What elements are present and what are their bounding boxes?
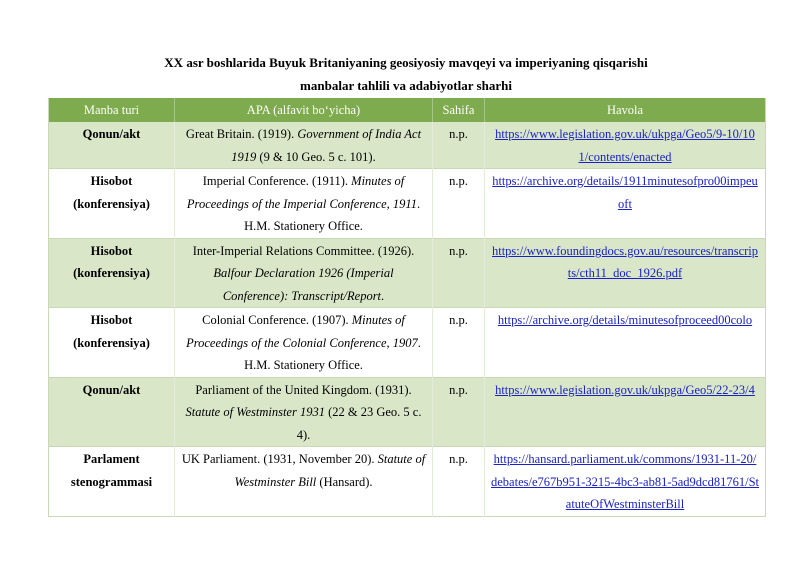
header-link: Havola	[485, 98, 766, 122]
reference-link[interactable]: https://archive.org/details/minutesofproceed00colo	[497, 313, 753, 327]
reference-link[interactable]: https://www.foundingdocs.gov.au/resources/transcripts/cth11_doc_1926.pdf	[491, 243, 759, 280]
apa-text: (Hansard).	[316, 474, 373, 489]
table-row	[49, 377, 766, 447]
link-cell	[485, 169, 766, 239]
page-cell: n.p.	[433, 377, 485, 447]
header-apa: APA (alfavit bo‘yicha)	[175, 98, 433, 122]
apa-text: . H.M. Stationery Office.	[244, 196, 421, 233]
apa-cell	[175, 447, 433, 517]
table-body	[49, 122, 766, 516]
reference-link[interactable]: https://www.legislation.gov.uk/ukpga/Geo5/22-23/4	[495, 382, 755, 397]
link-cell	[485, 377, 766, 447]
apa-title: Statute of Westminster Bill	[234, 452, 426, 489]
apa-text: Great Britain. (1919).	[185, 127, 298, 141]
references-table	[48, 98, 766, 517]
apa-text: . H.M. Stationery Office.	[244, 335, 421, 372]
apa-text: Colonial Conference. (1907).	[202, 313, 352, 327]
link-cell	[485, 308, 766, 378]
table-row	[49, 447, 766, 517]
reference-link[interactable]: https://hansard.parliament.uk/commons/1931-11-20/debates/e767b951-3215-4bc3-ab81-5ad9dcd81761/StatuteOfWestminsterBill	[491, 452, 759, 511]
header-page: Sahifa	[433, 98, 485, 122]
page-cell: n.p.	[433, 238, 485, 308]
table-row	[49, 122, 766, 169]
apa-cell	[175, 122, 433, 169]
apa-title: Balfour Declaration 1926 (Imperial Conference): Transcript/Report	[213, 266, 394, 303]
source-type-cell: Hisobot (konferensiya)	[49, 308, 175, 378]
source-type-cell: Qonun/akt	[49, 122, 175, 169]
page-cell: n.p.	[433, 308, 485, 378]
table-row	[49, 169, 766, 239]
link-cell	[485, 122, 766, 169]
page-cell: n.p.	[433, 447, 485, 517]
apa-cell	[175, 308, 433, 378]
page-cell: n.p.	[433, 169, 485, 239]
page-cell: n.p.	[433, 122, 485, 169]
source-type-cell: Parlament stenogrammasi	[49, 447, 175, 517]
apa-text: Parliament of the United Kingdom. (1931).	[195, 382, 412, 397]
apa-title: Minutes of Proceedings of the Colonial Conference, 1907	[186, 313, 418, 350]
apa-cell	[175, 169, 433, 239]
source-type-cell: Hisobot (konferensiya)	[49, 238, 175, 308]
title-line-2: manbalar tahlili va adabiyotlar sharhi	[300, 78, 512, 93]
reference-link[interactable]: https://www.legislation.gov.uk/ukpga/Geo5/9-10/101/contents/enacted	[495, 127, 755, 164]
reference-link[interactable]: https://archive.org/details/1911minutesofpro00impeuoft	[492, 174, 758, 211]
header-source-type: Manba turi	[49, 98, 175, 122]
apa-text: Inter-Imperial Relations Committee. (1926).	[192, 243, 415, 258]
apa-text: (22 & 23 Geo. 5 c. 4).	[296, 405, 422, 442]
link-cell	[485, 238, 766, 308]
apa-text: UK Parliament. (1931, November 20).	[181, 452, 378, 466]
link-cell	[485, 447, 766, 517]
apa-title: Minutes of Proceedings of the Imperial Conference, 1911	[186, 174, 417, 211]
apa-text: .	[381, 288, 385, 303]
apa-cell	[175, 238, 433, 308]
apa-title: Statute of Westminster 1931	[185, 405, 325, 419]
source-type-cell: Hisobot (konferensiya)	[49, 169, 175, 239]
apa-title: Government of India Act 1919	[231, 127, 422, 164]
document-title	[0, 51, 800, 97]
apa-cell	[175, 377, 433, 447]
source-type-cell: Qonun/akt	[49, 377, 175, 447]
table-row	[49, 308, 766, 378]
table-row	[49, 238, 766, 308]
title-line-1: XX asr boshlarida Buyuk Britaniyaning geosiyosiy mavqeyi va imperiyaning qisqarishi	[164, 55, 648, 70]
table-header-row	[49, 98, 766, 122]
apa-text: Imperial Conference. (1911).	[202, 174, 352, 188]
apa-text: (9 & 10 Geo. 5 c. 101).	[256, 149, 376, 164]
